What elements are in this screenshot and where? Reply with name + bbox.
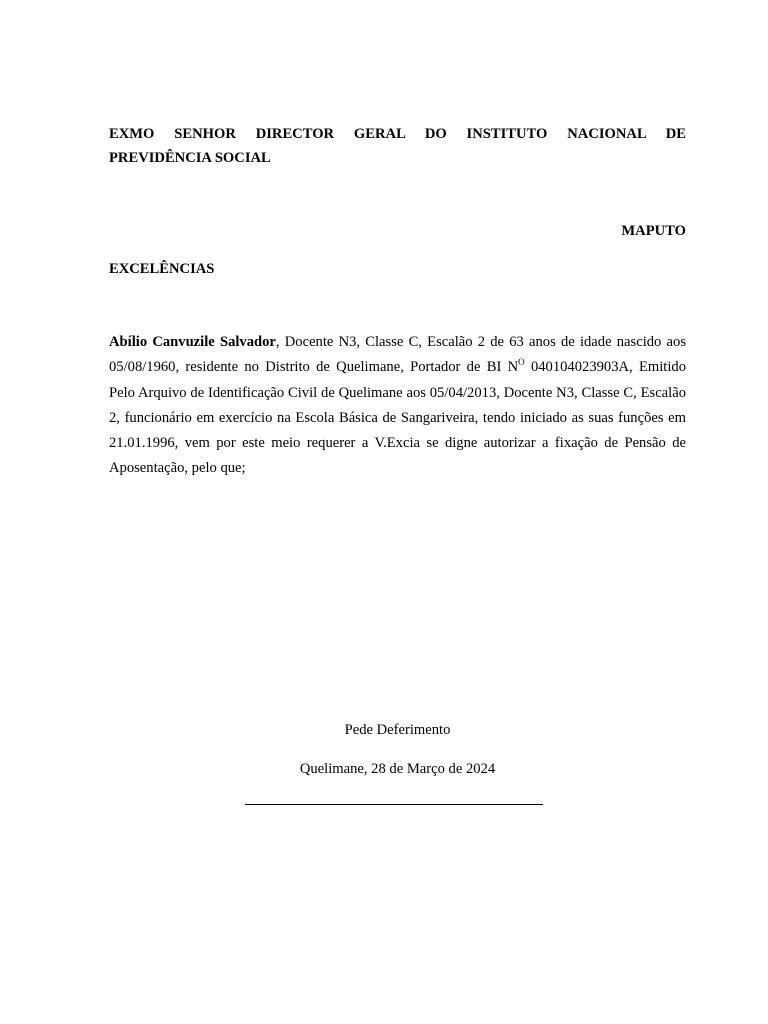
place-and-date: Quelimane, 28 de Março de 2024 — [299, 761, 496, 777]
signature-line — [245, 804, 543, 805]
addressee-block — [109, 122, 686, 170]
number-superscript: O — [518, 357, 525, 368]
addressee-line-1: EXMO SENHOR DIRECTOR GERAL DO INSTITUTO NACIONAL DE — [109, 126, 686, 142]
addressee-line-2: PREVIDÊNCIA SOCIAL — [109, 150, 271, 166]
closing-request: Pede Deferimento — [344, 722, 451, 738]
requester-name: Abílio Canvuzile Salvador — [109, 334, 276, 350]
body-text-part-2: 040104023903A, Emitido Pelo Arquivo de Identificação Civil de Quelimane aos 05/04/2013, Docente N3, Classe C, Escalão 2, funcionário em exercício na Escola Básica de Sangariveira, tendo iniciado as suas funções em 21.01.1996, vem por este meio requerer a V.Excia se digne autorizar a fixação de Pensão de Aposentação, pelo que; — [109, 359, 686, 477]
city-heading: MAPUTO — [621, 223, 686, 239]
body-text-part-1: , Docente N3, Classe C, Escalão 2 de 63 anos de idade nascido aos 05/08/1960, residente no Distrito de Quelimane, Portador de BI N — [109, 334, 686, 376]
body-paragraph — [109, 330, 686, 482]
salutation: EXCELÊNCIAS — [109, 261, 215, 277]
